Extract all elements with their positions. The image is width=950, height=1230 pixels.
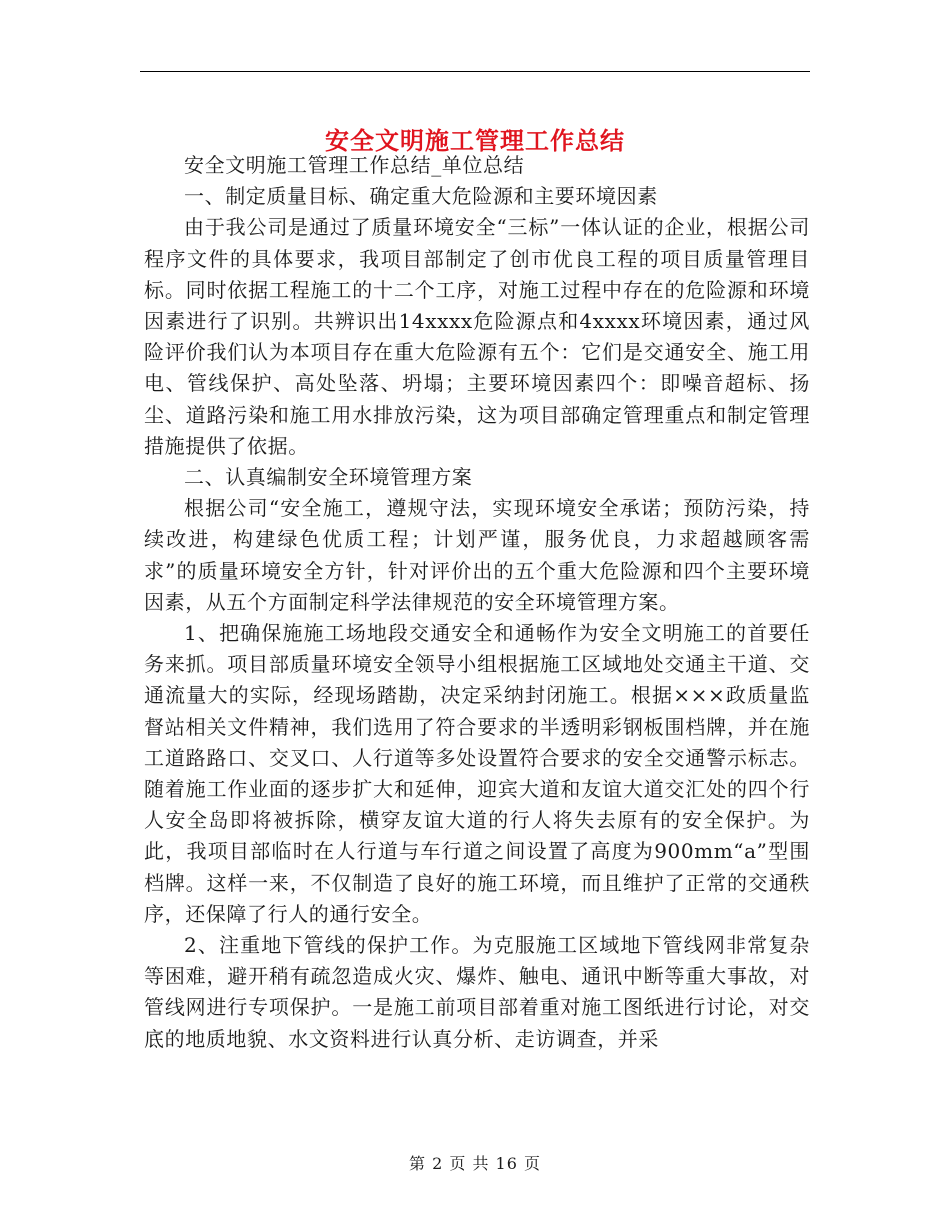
document-body: [144, 150, 810, 1055]
document-title: 安全文明施工管理工作总结: [325, 126, 625, 156]
body-paragraph: 由于我公司是通过了质量环境安全“三标”一体认证的企业，根据公司程序文件的具体要求，我项目部制定了创市优良工程的项目质量管理目标。同时依据工程施工的十二个工序，对施工过程中存在的危险源和环境因素进行了识别。共辨识出14xxxx危险源点和4xxxx环境因素，通过风险评价我们认为本项目存在重大危险源有五个：它们是交通安全、施工用电、管线保护、高处坠落、坍塌；主要环境因素四个：即噪音超标、扬尘、道路污染和施工用水排放污染，这为项目部确定管理重点和制定管理措施提供了依据。: [144, 215, 810, 458]
body-paragraph: 1、把确保施施工场地段交通安全和通畅作为安全文明施工的首要任务来抓。项目部质量环境安全领导小组根据施工区域地处交通主干道、交通流量大的实际，经现场踏勘，决定采纳封闭施工。根据×××政质量监督站相关文件精神，我们选用了符合要求的半透明彩钢板围档牌，并在施工道路路口、交叉口、人行道等多处设置符合要求的安全交通警示标志。随着施工作业面的逐步扩大和延伸，迎宾大道和友谊大道交汇处的四个行人安全岛即将被拆除，横穿友谊大道的行人将失去原有的安全保护。为此，我项目部临时在人行道与车行道之间设置了高度为900mm“a”型围档牌。这样一来，不仅制造了良好的施工环境，而且维护了正常的交通秩序，还保障了行人的通行安全。: [144, 621, 810, 926]
body-paragraph: 2、注重地下管线的保护工作。为克服施工区域地下管线网非常复杂等困难，避开稍有疏忽造成火灾、爆炸、触电、通讯中断等重大事故，对管线网进行专项保护。一是施工前项目部着重对施工图纸进行讨论，对交底的地质地貌、水文资料进行认真分析、走访调查，并采: [144, 933, 810, 1051]
section-heading-1: 一、制定质量目标、确定重大危险源和主要环境因素: [184, 184, 658, 209]
page-number: 第 2 页 共 16 页: [409, 1154, 541, 1173]
body-paragraph: 根据公司“安全施工，遵规守法，实现环境安全承诺；预防污染，持续改进，构建绿色优质工程；计划严谨，服务优良，力求超越顾客需求”的质量环境安全方针，针对评价出的五个重大危险源和四个主要环境因素，从五个方面制定科学法律规范的安全环境管理方案。: [144, 496, 810, 614]
section-heading-2: 二、认真编制安全环境管理方案: [184, 465, 473, 490]
subtitle-paragraph: 安全文明施工管理工作总结_单位总结: [184, 153, 525, 177]
header-rule: [140, 71, 810, 72]
